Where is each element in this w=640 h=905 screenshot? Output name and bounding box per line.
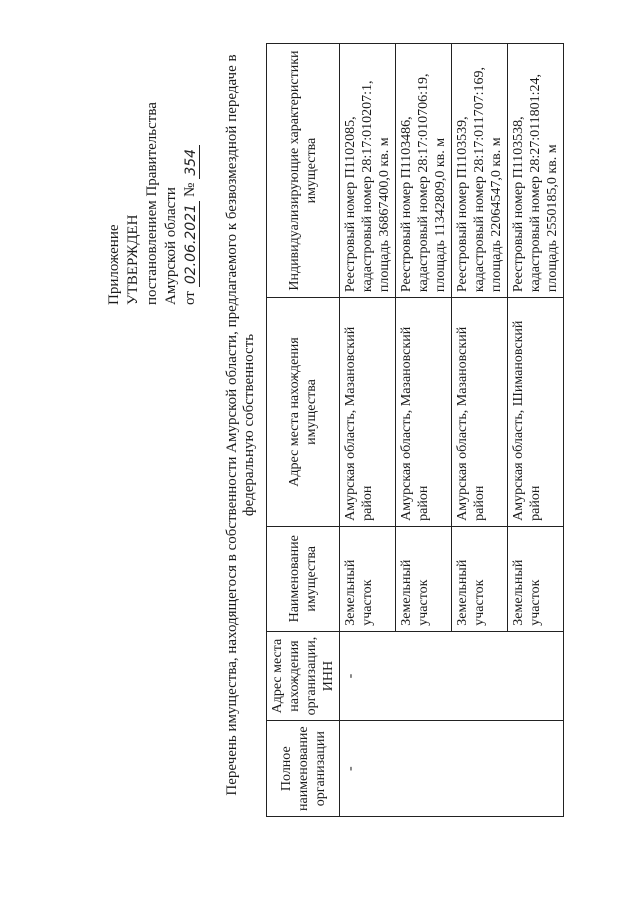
- approval-from-label: от: [182, 291, 198, 305]
- property-address-cell: Амурская область, Мазановский район: [452, 298, 508, 527]
- approval-number-label: №: [182, 182, 198, 197]
- org-address-value: -: [343, 673, 358, 679]
- table-header-row: [267, 44, 340, 817]
- property-address-cell: Амурская область, Шимановский район: [508, 298, 564, 527]
- header-property-address: Адрес места нахождения имущества: [267, 298, 340, 527]
- approval-date-number-line: [181, 65, 200, 305]
- org-name-cell: [340, 721, 564, 817]
- property-address-cell: Амурская область, Мазановский район: [396, 298, 452, 527]
- document-title: Перечень имущества, находящегося в собственности Амурской области, предлагаемого к безвозмездной передаче в федеральную собственность: [224, 54, 257, 796]
- approval-approved-label: УТВЕРЖДЕН: [125, 214, 141, 305]
- header-org-name: Полное наименование организации: [267, 721, 340, 817]
- property-characteristics-cell: Реестровый номер П1103539, кадастровый номер 28:17:011707:169, площадь 22064547,0 кв. м: [452, 44, 508, 298]
- org-name-value: -: [343, 766, 358, 772]
- org-address-cell: [340, 631, 564, 721]
- property-table: [266, 43, 564, 817]
- property-name-cell: Земельный участок: [340, 526, 396, 631]
- approval-stamp-block: [105, 65, 200, 305]
- approval-region-label: Амурской области: [163, 187, 179, 305]
- header-property-name: Наименование имущества: [267, 526, 340, 631]
- header-org-address: Адрес места нахождения организации, ИНН: [267, 631, 340, 721]
- property-address-cell: Амурская область, Мазановский район: [340, 298, 396, 527]
- approval-decree-label: постановлением Правительства: [144, 102, 160, 305]
- approval-date-handwritten: 02.06.2021: [183, 201, 200, 287]
- table-row: [340, 44, 396, 817]
- property-characteristics-cell: Реестровый номер П1103486, кадастровый номер 28:17:010706:19, площадь 11342809,0 кв. м: [396, 44, 452, 298]
- property-characteristics-cell: Реестровый номер П1103538, кадастровый номер 28:27:011801:24, площадь 2550185,0 кв. м: [508, 44, 564, 298]
- header-property-characteristics: Индивидуализирующие характеристики имущества: [267, 44, 340, 298]
- property-name-cell: Земельный участок: [396, 526, 452, 631]
- property-name-cell: Земельный участок: [508, 526, 564, 631]
- property-name-cell: Земельный участок: [452, 526, 508, 631]
- property-characteristics-cell: Реестровый номер П1102085, кадастровый номер 28:17:010207:1, площадь 36867400,0 кв. м: [340, 44, 396, 298]
- approval-number-handwritten: 354: [183, 145, 200, 179]
- approval-appendix-label: Приложение: [106, 224, 122, 305]
